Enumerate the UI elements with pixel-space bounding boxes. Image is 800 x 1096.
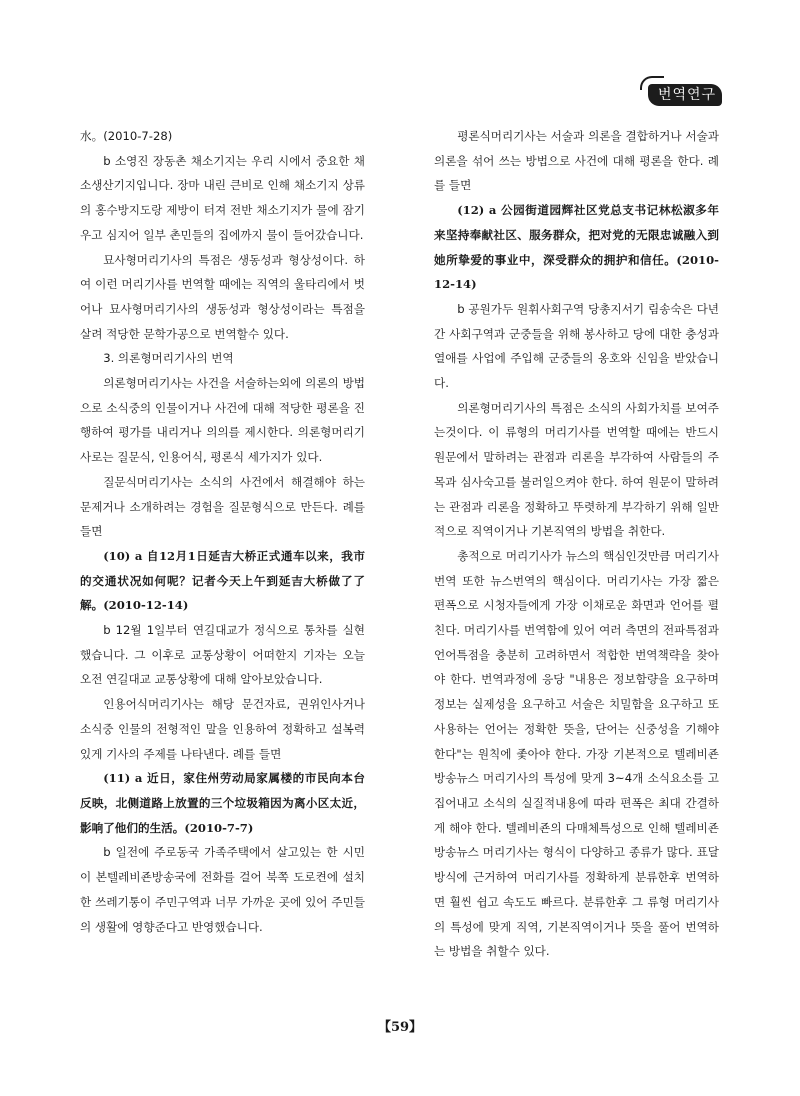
paragraph: 평론식머리기사는 서술과 의론을 결합하거나 서술과 의론을 섞어 쓰는 방법으로 사건에 대해 평론을 한다. 례를 들면: [434, 129, 719, 193]
paragraph: 묘사형머리기사의 특점은 생동성과 형상성이다. 하여 이런 머리기사를 번역할 때에는 직역의 울타리에서 벗어나 묘사형머리기사의 생동성과 형상성이라는 특점을 살려 적당한 문학가공으로 번역할수 있다.: [80, 252, 365, 341]
paragraph: (10) a 自12月1日延吉大桥正式通车以来，我市的交通状况如何呢？记者今天上午到延吉大桥做了了解。(2010-12-14): [80, 548, 365, 613]
paragraph: b 소영진 장동촌 채소기지는 우리 시에서 중요한 채소생산기지입니다. 장마 내린 큰비로 인해 채소기지 상류의 홍수방지도랑 제방이 터져 전반 채소기지가 물에 잠기우고 심지어 일부 촌민들의 집에까지 물이 들어갔습니다.: [80, 153, 365, 242]
paragraph: 3. 의론형머리기사의 번역: [103, 351, 234, 366]
paragraph: 의론형머리기사의 특점은 소식의 사회가치를 보여주는것이다. 이 류형의 머리기사를 번역할 때에는 반드시 원문에서 말하려는 관점과 리론을 부각하여 사람들의 주목과 심사숙고를 불러일으켜야 한다. 하여 원문이 말하려는 관점과 리론을 정확하고 뚜렷하게 부각하기 위해 일반적으로 직역이거나 기본직역의 방법을 취한다.: [434, 400, 719, 539]
page-number: 【59】: [377, 1020, 423, 1035]
paragraph: 水。(2010-7-28): [80, 129, 173, 143]
paragraph: b 일전에 주로동국 가족주택에서 살고있는 한 시민이 본텔레비죤방송국에 전화를 걸어 북쪽 도로켠에 설치한 쓰레기통이 주민구역과 너무 가까운 곳에 있어 주민들의 생활에 영향준다고 반영했습니다.: [80, 845, 365, 934]
right-column: [434, 124, 719, 964]
paragraph: 총적으로 머리기사가 뉴스의 핵심인것만큼 머리기사번역 또한 뉴스번역의 핵심이다. 머리기사는 가장 짧은 편폭으로 시청자들에게 가장 이채로운 화면과 언어를 펼친다. 머리기사를 번역함에 있어 여러 측면의 전파특점과 언어특점을 충분히 고려하면서 적합한 번역책략을 찾아야 한다. 번역과정에 응당 "내용은 정보함량을 요구하며 정보는 실제성을 요구하고 서술은 치밀함을 요구하고 또 사용하는 언어는 정확한 뜻을, 단어는 신중성을 기해야 한다"는 원칙에 좇아야 한다. 가장 기본적으로 텔레비죤방송뉴스 머리기사의 특성에 맞게 3~4개 소식요소를 고집어내고 소식의 실질적내용에 따라 편폭은 최대 간결하게 해야 한다. 텔레비죤의 다매체특성으로 인해 텔레비죤방송뉴스 머리기사는 형식이 다양하고 종류가 많다. 표달방식에 근거하여 머리기사를 정확하게 분류한후 번역하면 훨씬 쉽고 속도도 빠르다. 분류한후 그 류형 머리기사의 특성에 맞게 직역, 기본직역이거나 뜻을 풀어 번역하는 방법을 취할수 있다.: [434, 548, 719, 959]
paragraph: 의론형머리기사는 사건을 서술하는외에 의론의 방법으로 소식중의 인물이거나 사건에 대해 적당한 평론을 진행하여 평가를 내리거나 의의를 제시한다. 의론형머리기사로는 질문식, 인용어식, 평론식 세가지가 있다.: [80, 376, 365, 465]
paragraph: 질문식머리기사는 소식의 사건에서 해결해야 하는 문제거나 소개하려는 경험을 질문형식으로 만든다. 례를 들면: [80, 474, 365, 539]
paragraph: 인용어식머리기사는 해당 문건자료, 권위인사거나 소식중 인물의 전형적인 말을 인용하여 정확하고 설복력있게 기사의 주제를 나타낸다. 례를 들면: [80, 697, 365, 761]
paragraph: b 공원가두 원휘사회구역 당총지서기 림송숙은 다년간 사회구역과 군중들을 위해 봉사하고 당에 대한 충성과 열애를 사업에 주입해 군중들의 옹호와 신임을 받았습니다.: [434, 301, 719, 391]
paragraph: b 12월 1일부터 연길대교가 정식으로 통차를 실현했습니다. 그 이후로 교통상황이 어떠한지 기자는 오늘 오전 연길대교 교통상황에 대해 알아보았습니다.: [80, 623, 365, 687]
journal-logo: [648, 78, 722, 108]
paragraph: (12) a 公园街道园辉社区党总支书记林松淑多年来坚持奉献社区、服务群众，把对党的无限忠诚融入到她所挚爱的事业中，深受群众的拥护和信任。(2010-12-14): [434, 203, 719, 292]
logo-text: 번역연구: [657, 87, 717, 103]
left-column: [80, 124, 365, 939]
paragraph: (11) a 近日，家住州劳动局家属楼的市民向本台反映，北侧道路上放置的三个垃圾箱因为离小区太近，影响了他们的生活。(2010-7-7): [80, 771, 365, 835]
